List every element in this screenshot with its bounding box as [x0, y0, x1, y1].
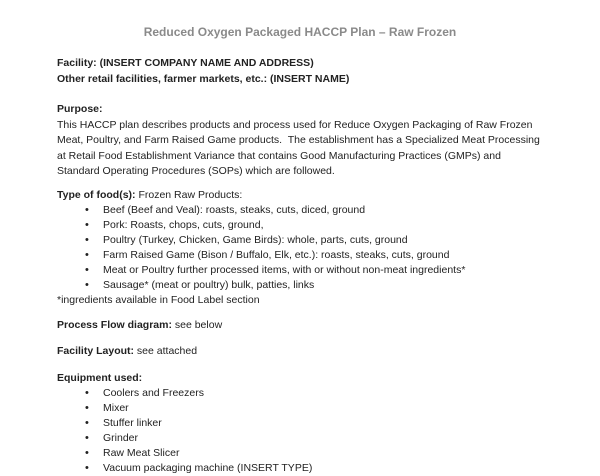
facility-layout-value: see attached [134, 345, 197, 357]
facility-section [57, 56, 543, 87]
process-flow-line [57, 318, 543, 334]
document-title: Reduced Oxygen Packaged HACCP Plan – Raw Frozen [57, 24, 543, 40]
list-item: • Pork: Roasts, chops, cuts, ground, [85, 218, 543, 233]
food-types-heading-label: Type of food(s): [57, 189, 136, 201]
list-item: • Beef (Beef and Veal): roasts, steaks, cuts, diced, ground [85, 203, 543, 218]
facility-layout-label: Facility Layout: [57, 345, 134, 357]
equipment-list [57, 386, 543, 476]
list-item: • Sausage* (meat or poultry) bulk, patties, links [85, 278, 543, 293]
list-item: • Poultry (Turkey, Chicken, Game Birds): whole, parts, cuts, ground [85, 233, 543, 248]
list-item: • Meat or Poultry further processed items, with or without non-meat ingredients* [85, 263, 543, 278]
ingredients-footnote: *ingredients available in Food Label section [57, 293, 543, 309]
purpose-body: This HACCP plan describes products and process used for Reduce Oxygen Packaging of Raw Frozen Meat, Poultry, and Farm Raised Game products. The establishment has a Specialized Meat Processing at Retail Food Establishment Variance that contains Good Manufacturing Practices (GMPs) and Standard Operating Procedures (SOPs) which are followed. [57, 118, 543, 180]
list-item: • Stuffer linker [85, 416, 543, 431]
list-item: • Grinder [85, 431, 543, 446]
list-item: • Coolers and Freezers [85, 386, 543, 401]
equipment-section [57, 371, 543, 476]
food-types-heading-rest: Frozen Raw Products: [136, 189, 243, 201]
other-retail-line: Other retail facilities, farmer markets, etc.: (INSERT NAME) [57, 72, 543, 88]
equipment-heading: Equipment used: [57, 371, 543, 387]
purpose-section [57, 102, 543, 180]
purpose-heading: Purpose: [57, 102, 543, 118]
list-item: • Vacuum packaging machine (INSERT TYPE) [85, 461, 543, 476]
food-types-section [57, 188, 543, 309]
facility-line: Facility: (INSERT COMPANY NAME AND ADDRESS) [57, 56, 543, 72]
process-flow-value: see below [172, 319, 222, 331]
process-flow-label: Process Flow diagram: [57, 319, 172, 331]
list-item: • Raw Meat Slicer [85, 446, 543, 461]
food-types-heading [57, 188, 543, 204]
list-item: • Mixer [85, 401, 543, 416]
facility-layout-line [57, 344, 543, 360]
list-item: • Farm Raised Game (Bison / Buffalo, Elk, etc.): roasts, steaks, cuts, ground [85, 248, 543, 263]
food-types-list [57, 203, 543, 293]
